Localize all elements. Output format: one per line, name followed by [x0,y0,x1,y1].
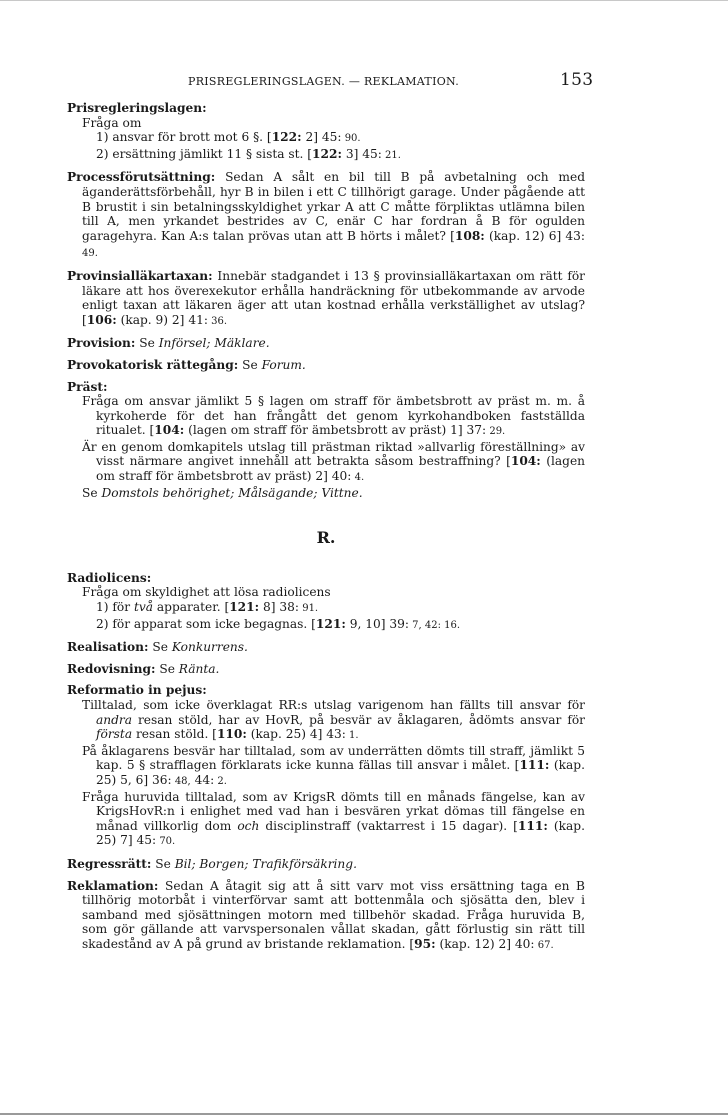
section-letter: R. [316,528,336,548]
entry-regressratt: Regressrätt: Se Bil; Borgen; Trafikförsäkring. [67,856,357,871]
entry-heading: Radiolicens: [67,570,152,585]
entry-heading: Processförutsättning: [67,170,216,185]
entry-provision: Provision: Se Införsel; Mäklare. [67,336,270,351]
entry-radiolicens [67,571,585,633]
entry-prisregleringslagen [67,101,585,163]
top-edge-line [0,0,728,1]
see-reference: Bil; Borgen; Trafikförsäkring. [174,856,357,871]
entry-paragraph: Är en genom domkapitels utslag till prästman riktad »allvarlig föreställning» av visst närmare angivet innehåll att betrakta såsom bestraffning? [104: (lagen om straff för ämbetsbrott av präst) 2] 40: 4. [82,439,586,484]
entry-heading: Provokatorisk rättegång: [67,357,239,372]
entry-paragraph: Fråga om ansvar jämlikt 5 § lagen om straff för ämbetsbrott av präst m. m. å kyrkoherde för det han frångått det genom kyrkohandboken fastställda ritualet. [104: (lagen om straff för ämbetsbrott av präst) 1] 37: 29. [82,394,585,438]
entry-heading: Reformatio in pejus: [67,683,207,698]
entry-intro: Fråga om skyldighet att lösa radiolicens [82,585,331,600]
entry-item: 2) för apparat som icke begagnas. [121: 9, 10] 39: 7, 42: 16. [96,616,461,631]
entry-reformatio-in-pejus [67,683,585,850]
entry-see-line: Se Domstols behörighet; Målsägande; Vittne. [82,485,363,500]
see-reference: Forum. [261,357,306,372]
entry-heading: Prisregleringslagen: [67,101,207,115]
see-reference: Domstols behörighet; Målsägande; Vittne. [101,485,363,500]
entry-reklamation: Reklamation: Sedan A åtagit sig att å sitt varv mot viss ersättning taga en B tillhörig motorbåt i vinterförvar samt att bottenmåla och sjösätta den, blev i samband med sjösättningen motorn med tillbehör skadad. Fråga huruvida B, som gör gällande att varvspersonalen vållat skadan, gått förlustig sin rätt till skadestånd av A på grund av bristande reklamation. [95: (kap. 12) 2] 40: 67. [67,878,585,951]
entry-heading: Redovisning: [67,661,156,676]
entry-item: 2) ersättning jämlikt 11 § sista st. [122: 3] 45: 21. [96,146,401,161]
entry-realisation: Realisation: Se Konkurrens. [67,640,248,655]
entry-paragraph: Fråga huruvida tilltalad, som av KrigsR dömts till en månads fängelse, kan av KrigsHovR:n i enlighet med vad han i besvären yrkat dömas till fängelse en månad villkorlig dom och disciplinstraff (vaktarrest i 15 dagar). [111: (kap. 25) 7] 45: 70. [82,789,585,848]
entry-heading: Realisation: [67,640,149,655]
see-reference: Konkurrens. [171,640,248,655]
entry-item: 1) för två apparater. [121: 8] 38: 91. [96,600,319,615]
entry-processforutsattning: Processförutsättning: Sedan A sålt en bil till B på avbetalning och med äganderättsförbehåll, hyr B in bilen i ett C tillhörigt garage. Under pågående att B brustit i sin betalningsskyldighet yrkar A att C måtte förpliktas utlämna bilen till A, men yrkandet bestrides av C, enär C har fordran å B för ogulden garagehyra. Kan A:s talan prövas utan att B hörts i målet? [108: (kap. 12) 6] 43: 49. [67,170,586,260]
entry-redovisning: Redovisning: Se Ränta. [67,661,220,676]
running-title: PRISREGLERINGSLAGEN. — REKLAMATION. [188,75,460,88]
index-body [67,101,585,961]
page-number: 153 [560,70,594,90]
entry-heading: Regressrätt: [67,856,152,871]
entry-prast [67,380,585,501]
entry-paragraph: Tilltalad, som icke överklagat RR:s utslag varigenom han fällts till ansvar för andra resan stöld, har av HovR, på besvär av åklagaren, ådömts ansvar för första resan stöld. [110: (kap. 25) 4] 43: 1. [82,698,585,742]
entry-heading: Präst: [67,379,108,394]
bottom-edge-line [0,1113,728,1115]
entry-heading: Provinsialläkartaxan: [67,268,213,283]
entry-paragraph: På åklagarens besvär har tilltalad, som av underrätten dömts till straff, jämlikt 5 kap. 5 § strafflagen förklarats icke kunna fällas till ansvar i målet. [111: (kap. 25) 5, 6] 36: 48, 44: 2. [82,743,585,787]
entry-intro: Fråga om [82,115,142,130]
entry-provinsiallakartaxan: Provinsialläkartaxan: Innebär stadgandet i 13 § provinsialläkartaxan om rätt för läkare att hos överexekutor erhålla handräckning för utbekommande av arvode enligt taxan att läkaren äger att utan kostnad erhålla verkställighet av utslag? [106: (kap. 9) 2] 41: 36. [67,268,585,327]
see-reference: Införsel; Mäklare. [158,336,270,351]
entry-heading: Provision: [67,336,136,351]
see-reference: Ränta. [178,661,220,676]
entry-item: 1) ansvar för brott mot 6 §. [122: 2] 45: 90. [96,130,361,145]
entry-heading: Reklamation: [67,878,159,893]
entry-provokatorisk-rattegang: Provokatorisk rättegång: Se Forum. [67,357,306,372]
